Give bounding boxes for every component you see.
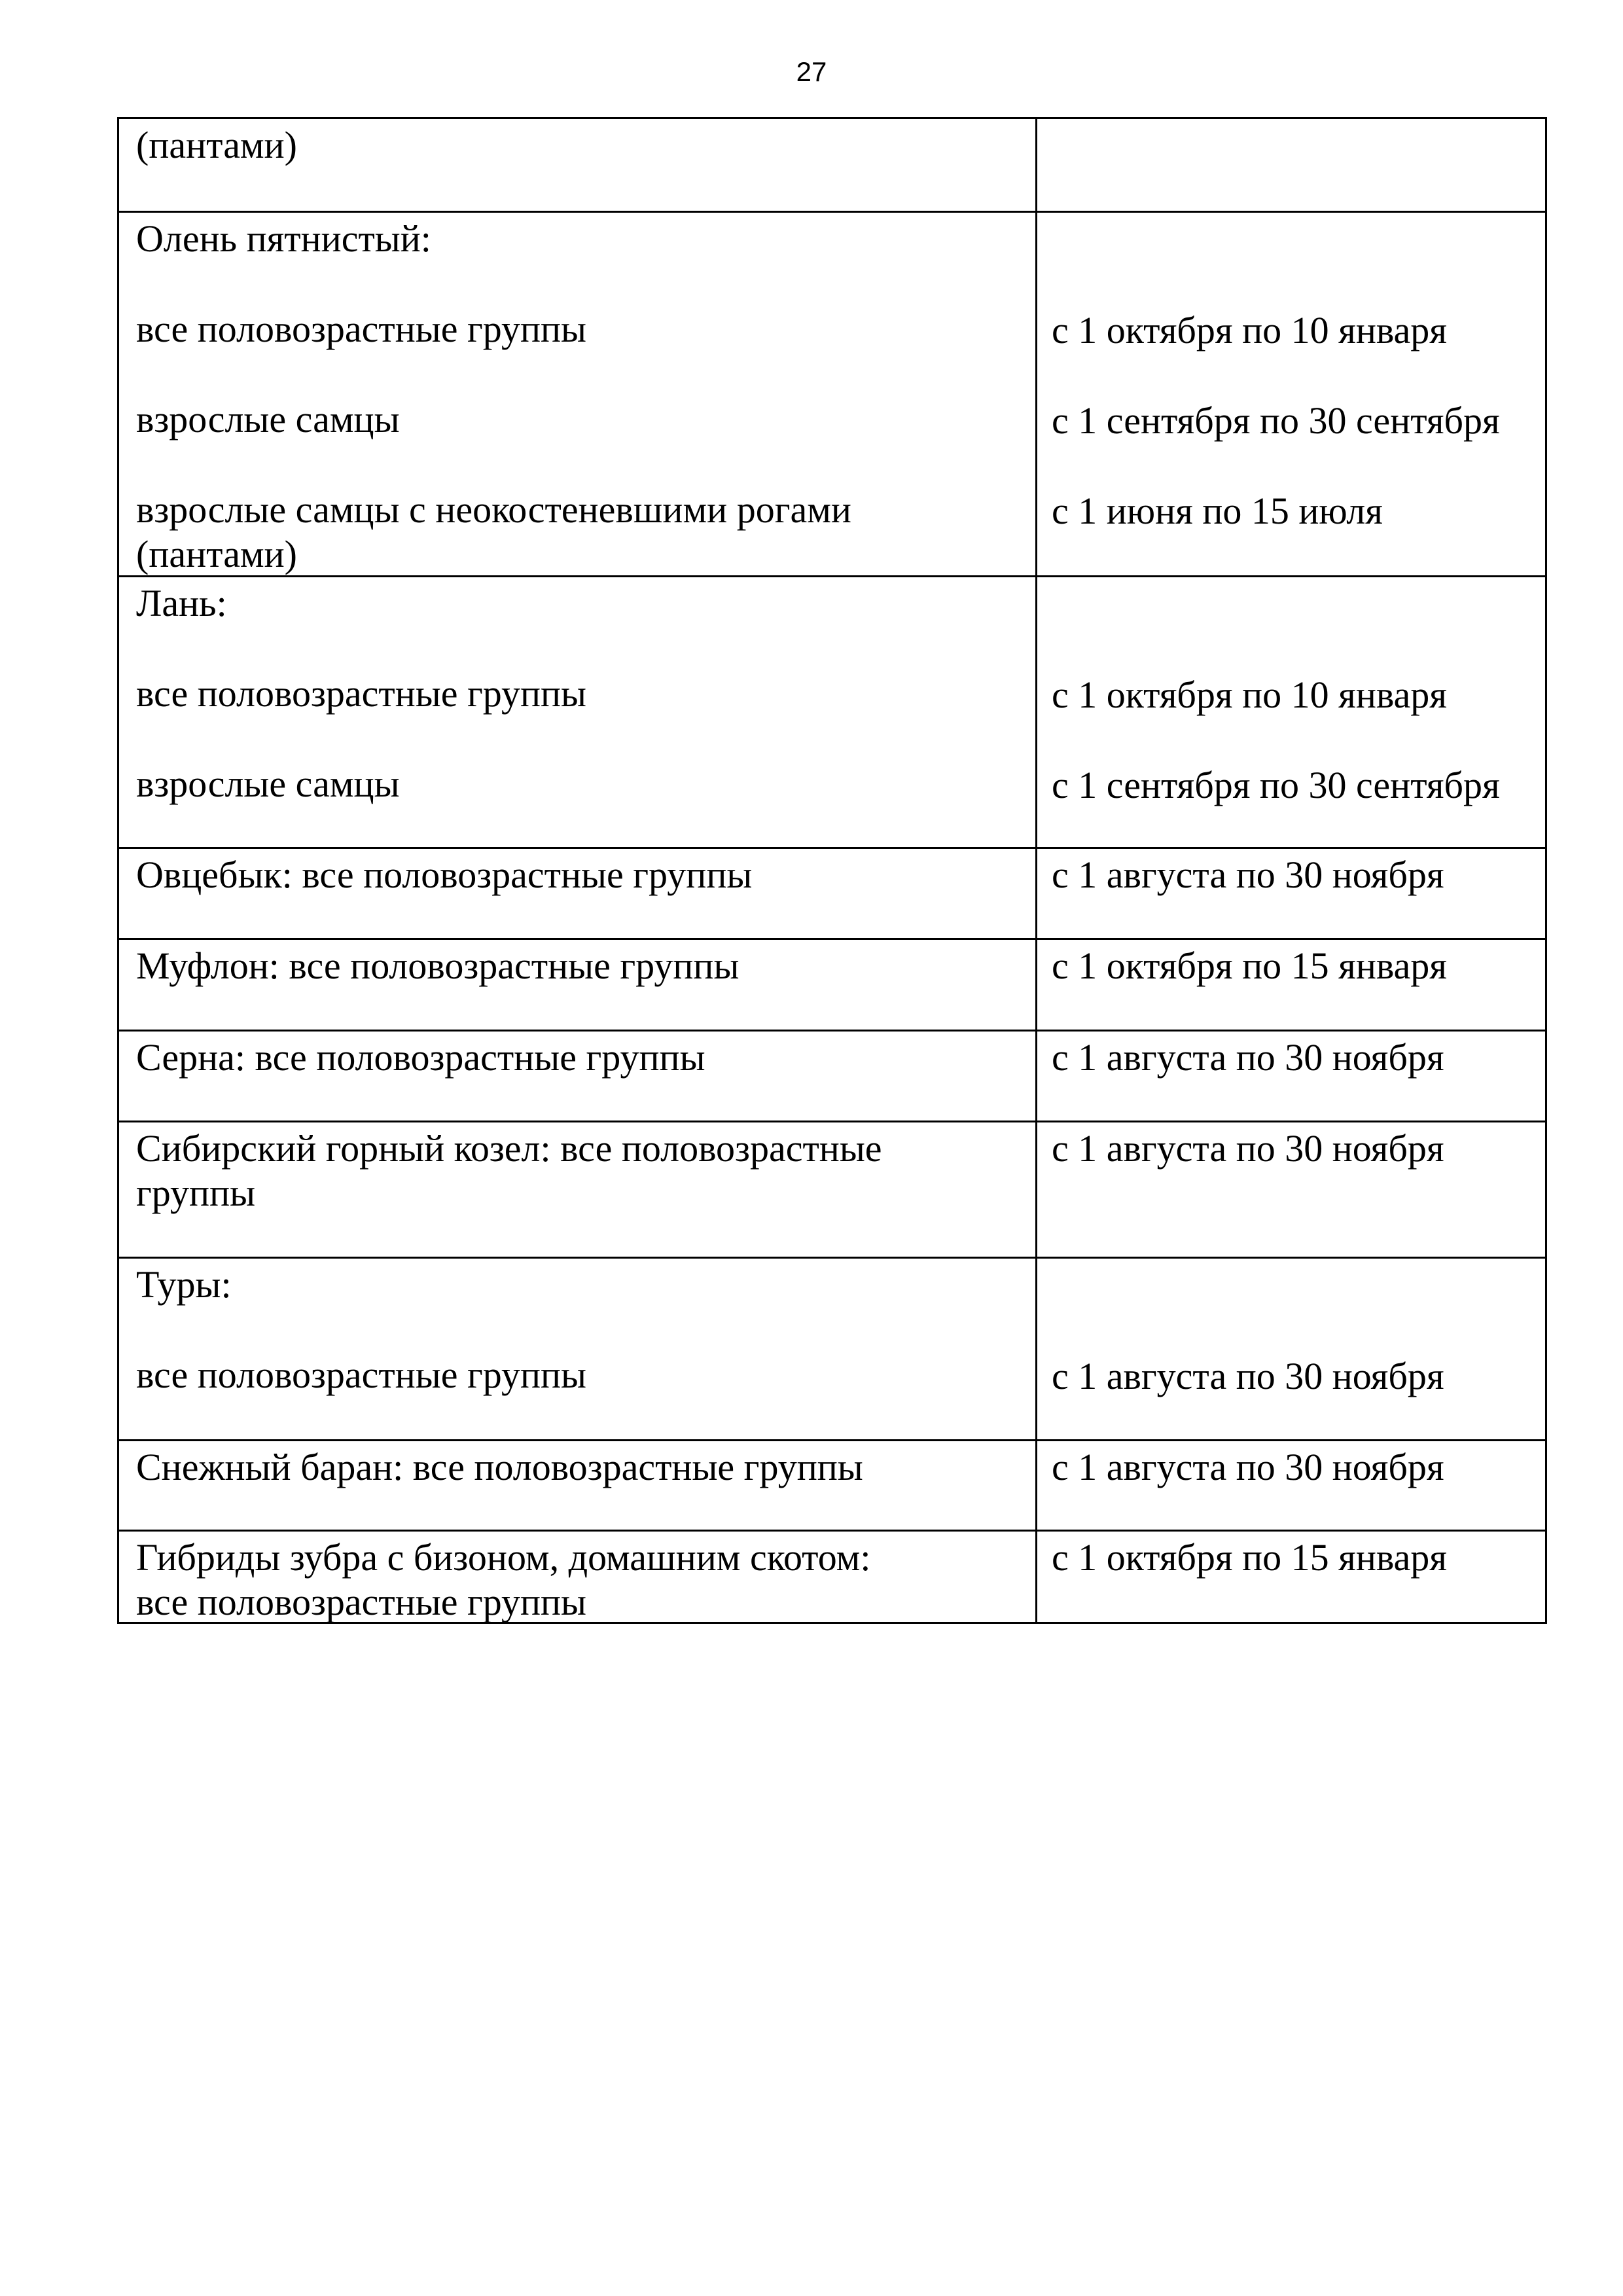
- species-text: все половозрастные группы: [136, 672, 587, 715]
- species-cell: [119, 1441, 1037, 1530]
- table-row: [119, 119, 1545, 211]
- season-cell: [1037, 940, 1545, 1030]
- season-cell: [1037, 1031, 1545, 1121]
- spacer: [136, 351, 1022, 397]
- species-text: взрослые самцы с неокостеневшими рогами: [136, 488, 851, 531]
- table-row: [119, 211, 1545, 575]
- season-text: с 1 августа по 30 ноября: [1052, 1036, 1444, 1079]
- table-row: [119, 938, 1545, 1030]
- species-cell: [119, 849, 1037, 938]
- season-cell: [1037, 577, 1545, 847]
- season-text: с 1 августа по 30 ноября: [1052, 1355, 1444, 1397]
- spacer: [1052, 217, 1532, 262]
- species-cell: [119, 940, 1037, 1030]
- hunting-seasons-table: [117, 117, 1547, 1624]
- species-cell: [119, 1122, 1037, 1257]
- species-text: Серна: все половозрастные группы: [136, 1036, 705, 1079]
- species-cell: [119, 577, 1037, 847]
- species-text: (пантами): [136, 124, 297, 166]
- species-text: Лань:: [136, 582, 227, 624]
- season-text: с 1 августа по 30 ноября: [1052, 853, 1444, 896]
- species-text: Олень пятнистый:: [136, 217, 431, 260]
- spacer: [136, 716, 1022, 762]
- page-number: 27: [796, 56, 827, 87]
- spacer: [1052, 627, 1532, 673]
- species-text: взрослые самцы: [136, 762, 400, 805]
- season-text: с 1 октября по 15 января: [1052, 944, 1447, 987]
- spacer: [136, 261, 1022, 307]
- species-text: Овцебык: все половозрастные группы: [136, 853, 753, 896]
- season-cell: [1037, 213, 1545, 575]
- spacer: [1052, 581, 1532, 627]
- species-text: Сибирский горный козел: все половозрастные: [136, 1127, 882, 1170]
- table-row: [119, 1030, 1545, 1121]
- species-cell: [119, 119, 1037, 211]
- species-text: Туры:: [136, 1263, 232, 1306]
- season-cell: [1037, 1259, 1545, 1439]
- table-row: [119, 1439, 1545, 1530]
- season-text: с 1 июня по 15 июля: [1052, 490, 1383, 532]
- species-cell: [119, 1031, 1037, 1121]
- season-cell: [1037, 119, 1545, 211]
- spacer: [136, 626, 1022, 672]
- species-text: все половозрастные группы: [136, 1581, 587, 1623]
- species-text: все половозрастные группы: [136, 308, 587, 350]
- spacer: [136, 1307, 1022, 1353]
- spacer: [1052, 1308, 1532, 1354]
- season-text: с 1 октября по 10 января: [1052, 673, 1447, 716]
- species-text: все половозрастные группы: [136, 1354, 587, 1396]
- species-text: взрослые самцы: [136, 398, 400, 440]
- season-cell: [1037, 1122, 1545, 1257]
- season-text: с 1 октября по 15 января: [1052, 1536, 1447, 1579]
- spacer: [136, 442, 1022, 488]
- species-text: Снежный баран: все половозрастные группы: [136, 1446, 863, 1488]
- season-text: с 1 августа по 30 ноября: [1052, 1127, 1444, 1170]
- species-text: Муфлон: все половозрастные группы: [136, 944, 740, 987]
- species-cell: [119, 1532, 1037, 1622]
- spacer: [1052, 262, 1532, 308]
- season-text: с 1 сентября по 30 сентября: [1052, 764, 1500, 806]
- spacer: [1052, 717, 1532, 763]
- species-text: группы: [136, 1172, 256, 1214]
- season-text: с 1 октября по 10 января: [1052, 309, 1447, 351]
- spacer: [1052, 443, 1532, 489]
- spacer: [1052, 353, 1532, 399]
- table-row: [119, 1121, 1545, 1257]
- species-text: Гибриды зубра с бизоном, домашним скотом:: [136, 1536, 871, 1579]
- season-text: с 1 августа по 30 ноября: [1052, 1446, 1444, 1488]
- spacer: [1052, 1263, 1532, 1308]
- season-cell: [1037, 849, 1545, 938]
- season-text: с 1 сентября по 30 сентября: [1052, 399, 1500, 442]
- species-cell: [119, 213, 1037, 575]
- season-cell: [1037, 1441, 1545, 1530]
- species-cell: [119, 1259, 1037, 1439]
- table-row: [119, 1530, 1545, 1622]
- species-text: (пантами): [136, 533, 297, 575]
- season-cell: [1037, 1532, 1545, 1622]
- table-row: [119, 1257, 1545, 1439]
- table-row: [119, 847, 1545, 938]
- table-row: [119, 575, 1545, 847]
